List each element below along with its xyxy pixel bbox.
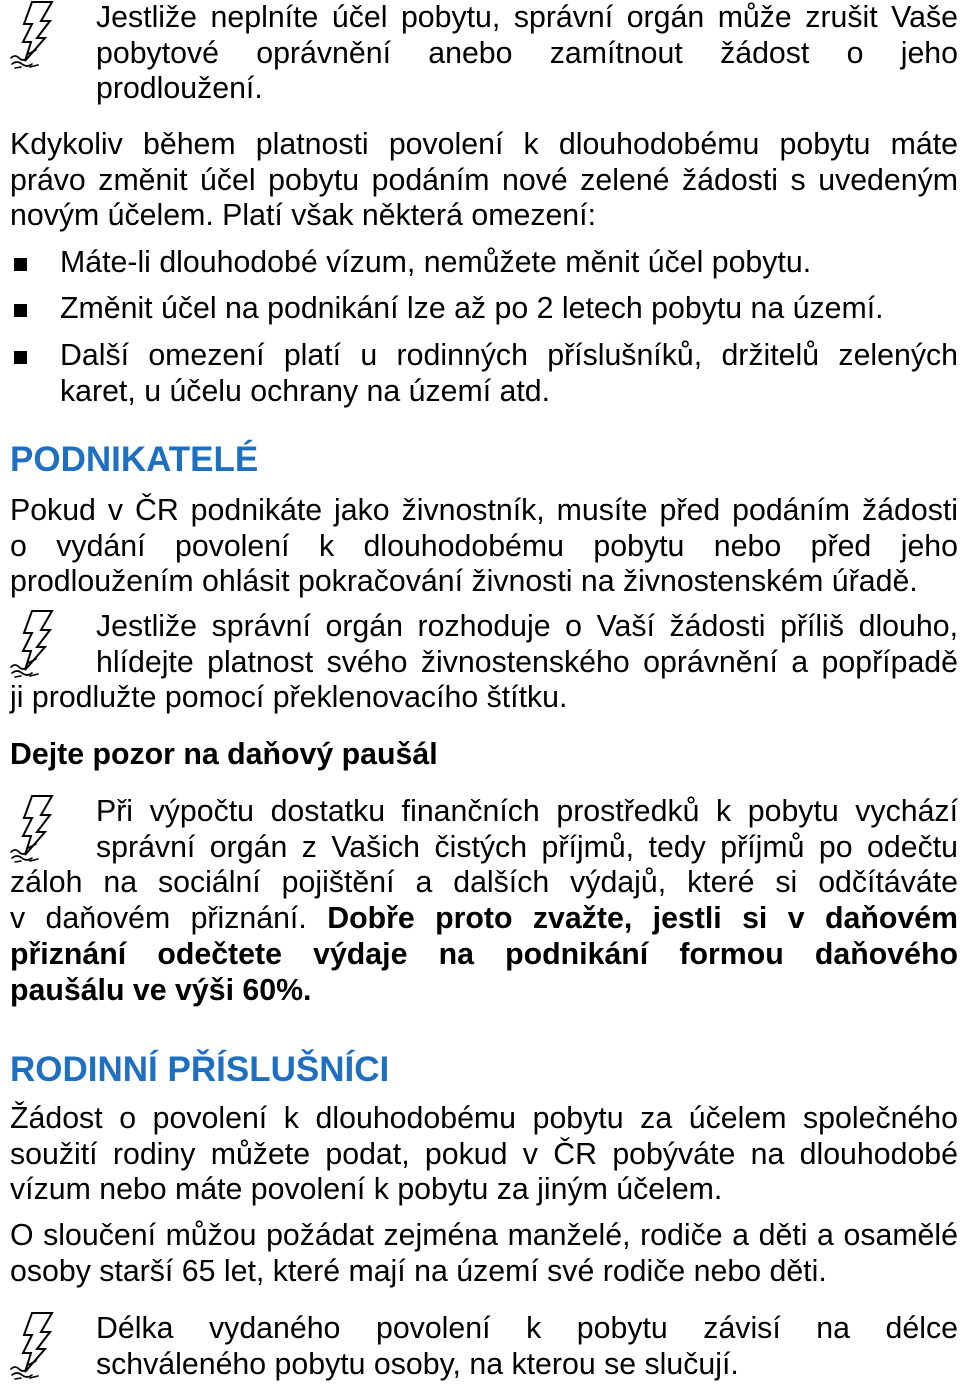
bold-text-line: přiznání odečtete výdaje na podnikání formou daňového <box>10 937 958 971</box>
paragraph-family-reunification <box>10 1218 958 1289</box>
paragraph-entrepreneurs <box>10 493 958 600</box>
text-line-mixed <box>10 901 958 937</box>
bold-text: Dobře proto zvažte, jestli si v daňovém <box>327 902 958 936</box>
text-line: Délka vydaného povolení k pobytu závisí na délce <box>96 1312 958 1345</box>
text-line: Jestliže neplníte účel pobytu, správní orgán může zrušit Vaše <box>96 1 958 34</box>
normal-text: v daňovém přiznání. <box>10 902 307 936</box>
text-line: prodloužením ohlásit pokračování živnosti na živnostenském úřadě. <box>10 565 918 599</box>
subheading-tax-flat-rate: Dejte pozor na daňový paušál <box>10 738 438 771</box>
section-heading-entrepreneurs: PODNIKATELÉ <box>10 440 259 479</box>
bullet-item-other-restrictions <box>10 338 958 409</box>
square-bullet-icon <box>14 258 27 271</box>
note-purpose-warning <box>10 0 958 107</box>
list-item <box>10 291 958 327</box>
text-line: Žádost o povolení k dlouhodobému pobytu za účelem společného <box>10 1102 958 1135</box>
bullet-item-long-term-visa <box>10 245 958 281</box>
text-line: Jestliže správní orgán rozhoduje o Vaší žádosti příliš dlouho, <box>96 610 958 643</box>
bold-text-line: paušálu ve výši 60%. <box>10 973 312 1007</box>
text-line: vízum nebo máte povolení k pobytu za jiným účelem. <box>10 1173 723 1207</box>
note-tax-warning <box>10 794 958 1008</box>
text-line: novým účelem. Platí však některá omezení: <box>10 199 596 233</box>
text-line: hlídejte platnost svého živnostenského oprávnění a popřípadě <box>96 645 958 679</box>
note-trade-license-warning <box>10 609 958 716</box>
text-line: právo změnit účel pobytu podáním nové zelené žádosti s uvedeným <box>10 163 958 197</box>
bullet-item-business-change <box>10 291 958 327</box>
paragraph-change-of-purpose <box>10 127 958 234</box>
text-line: soužití rodiny můžete podat, pokud v ČR pobýváte na dlouhodobé <box>10 1137 958 1171</box>
list-item-text: Máte-li dlouhodobé vízum, nemůžete měnit účel pobytu. <box>60 246 812 279</box>
list-item-continuation: karet, u účelu ochrany na území atd. <box>60 374 551 408</box>
square-bullet-icon <box>14 351 27 364</box>
note-permit-length-warning <box>10 1311 958 1382</box>
list-item <box>10 245 958 281</box>
paragraph-family-application <box>10 1101 958 1208</box>
text-line: ji prodlužte pomocí překlenovacího štítku. <box>10 681 568 715</box>
text-line: o vydání povolení k dlouhodobému pobytu nebo před jeho <box>10 529 958 563</box>
section-heading-family-members: RODINNÍ PŘÍSLUŠNÍCI <box>10 1050 390 1089</box>
list-item-text: Změnit účel na podnikání lze až po 2 letech pobytu na území. <box>60 292 884 325</box>
list-item <box>10 338 958 374</box>
text-line: prodloužení. <box>96 72 263 106</box>
text-line: záloh na sociální pojištění a dalších výdajů, které si odčítáváte <box>10 866 958 900</box>
square-bullet-icon <box>14 304 27 317</box>
text-line: Při výpočtu dostatku finančních prostředků k pobytu vychází <box>96 795 958 828</box>
text-line: O sloučení můžou požádat zejména manželé, rodiče a děti a osamělé <box>10 1219 958 1252</box>
text-line: Kdykoliv během platnosti povolení k dlouhodobému pobytu máte <box>10 128 958 161</box>
text-line: schváleného pobytu osoby, na kterou se slučují. <box>96 1347 739 1381</box>
list-item-text: Další omezení platí u rodinných příslušníků, držitelů zelených <box>60 339 958 372</box>
text-line: správní orgán z Vašich čistých příjmů, tedy příjmů po odečtu <box>96 830 958 864</box>
text-line: Pokud v ČR podnikáte jako živnostník, musíte před podáním žádosti <box>10 494 958 527</box>
text-line: osoby starší 65 let, které mají na území své rodiče nebo děti. <box>10 1254 827 1288</box>
text-line: pobytové oprávnění anebo zamítnout žádost o jeho <box>96 36 958 70</box>
